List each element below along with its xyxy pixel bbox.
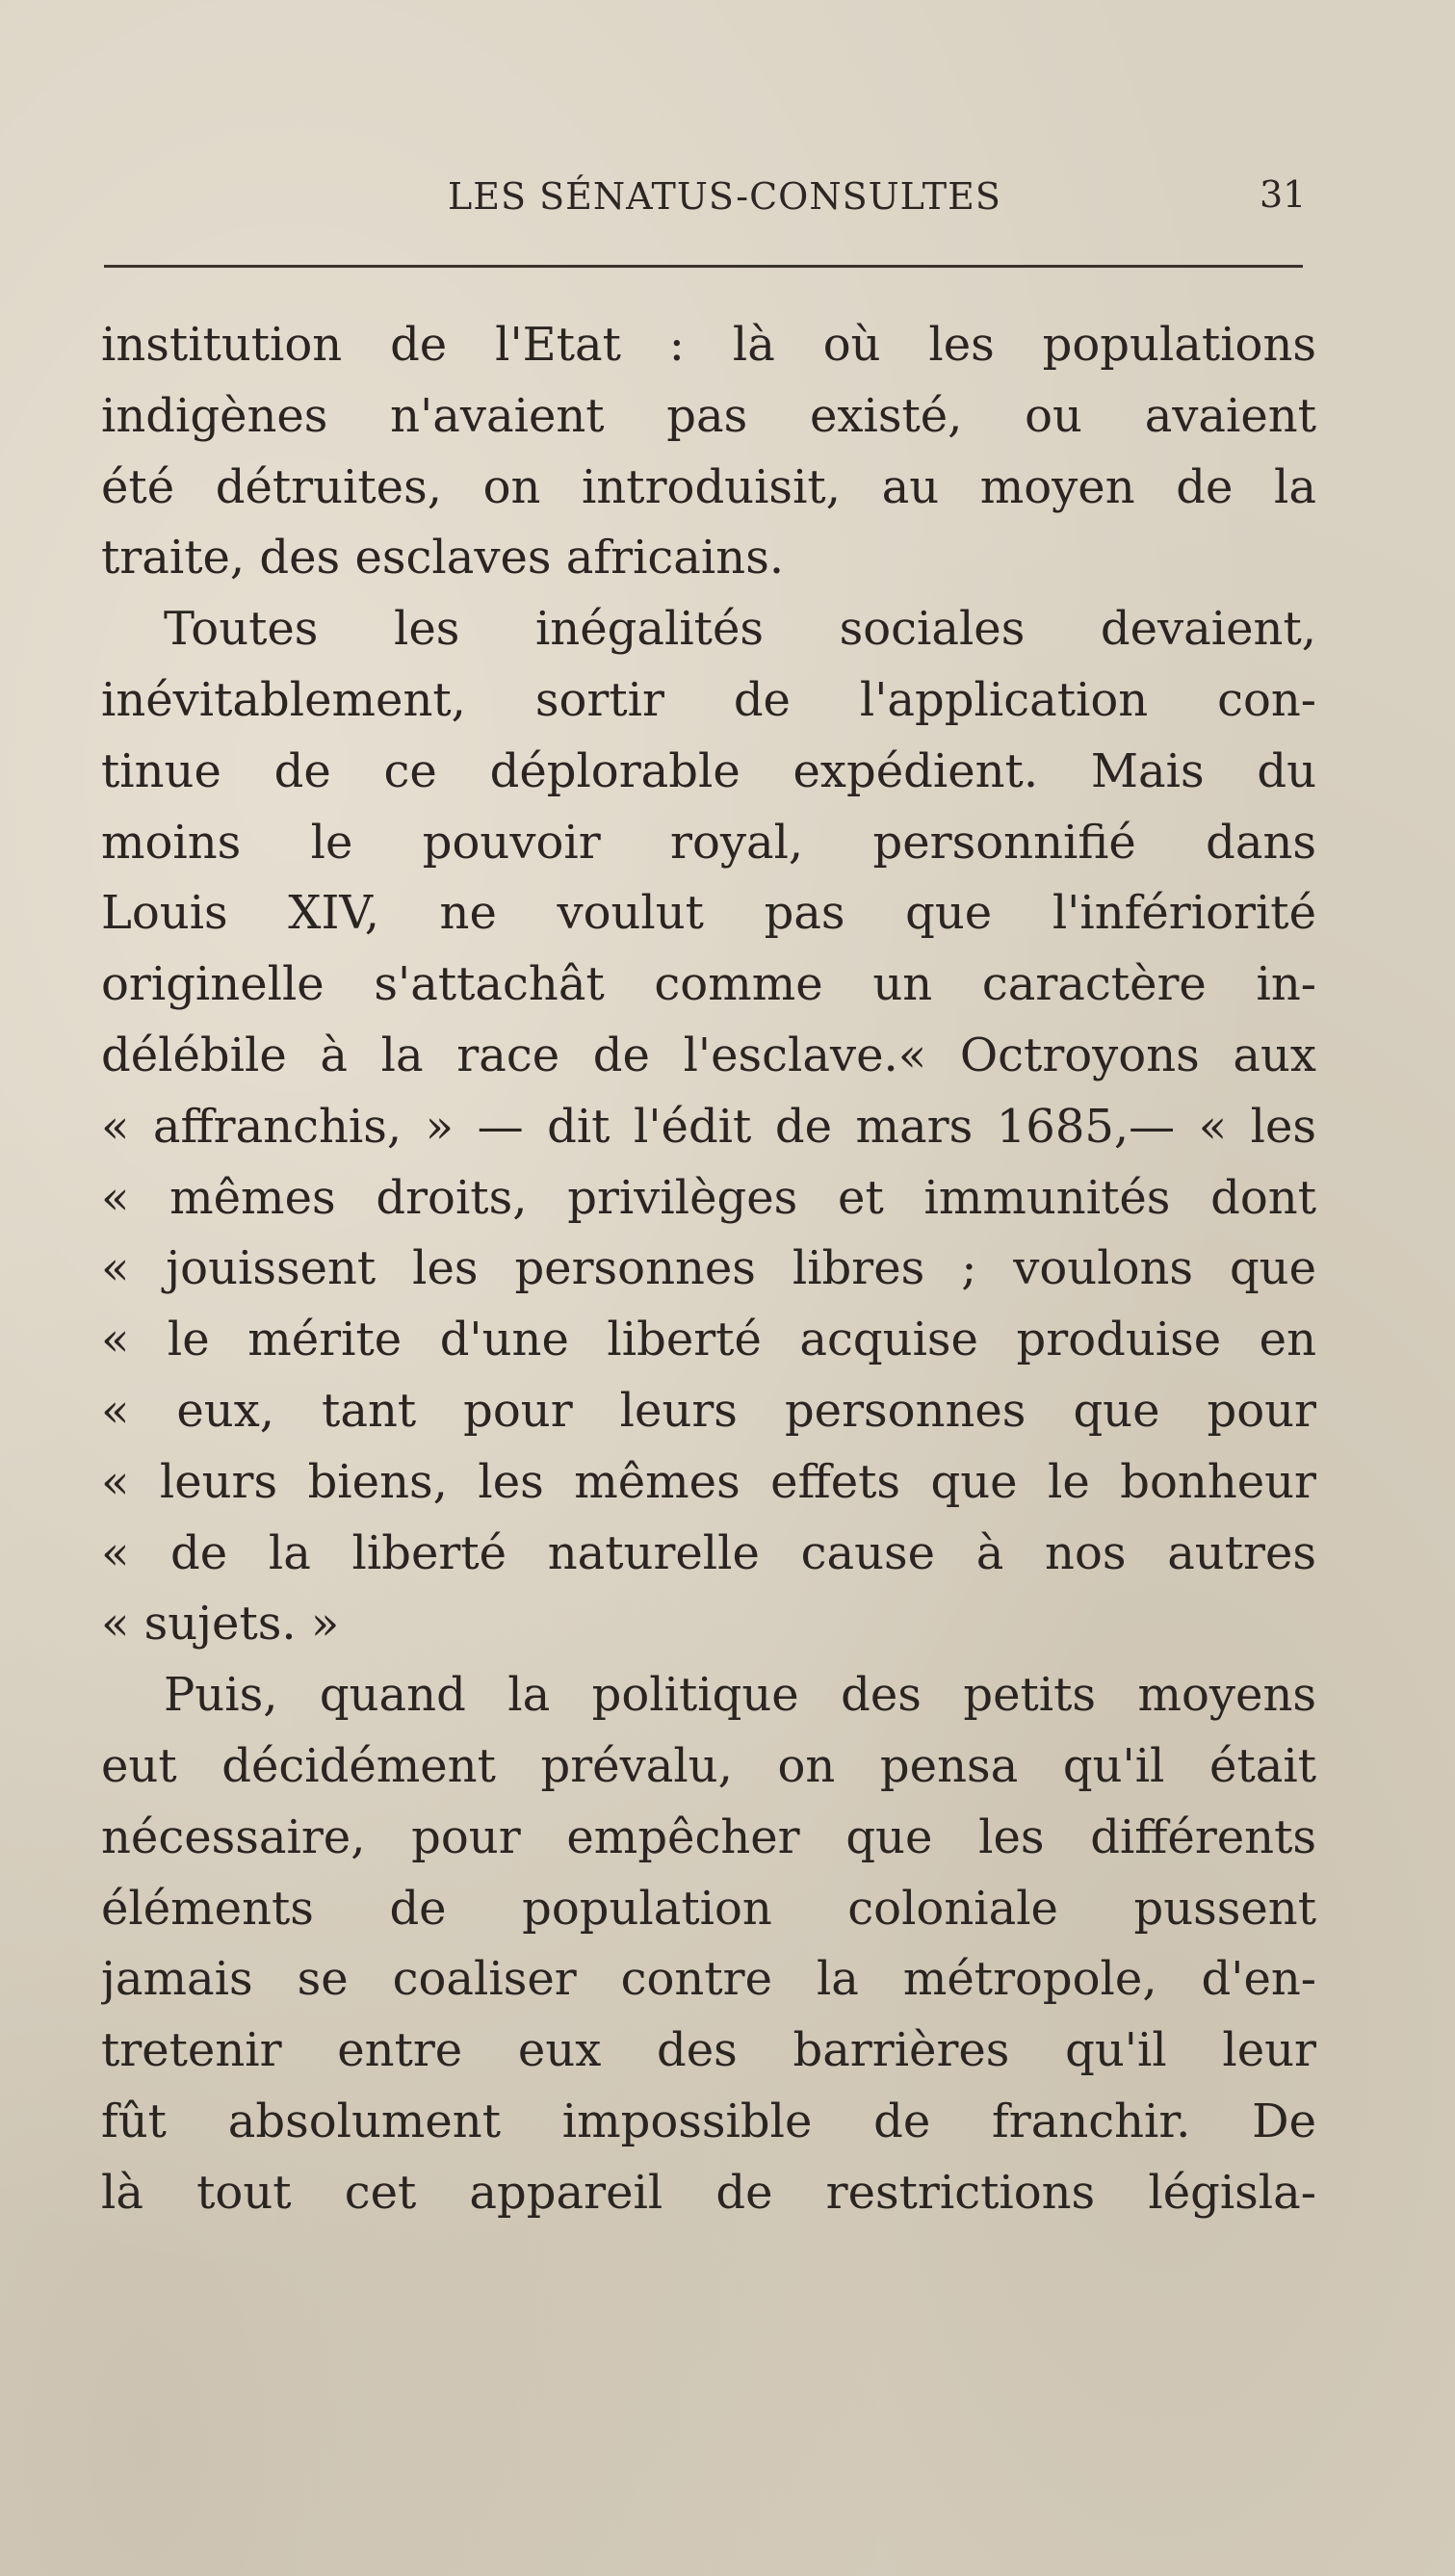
- running-title: LES SÉNATUS-CONSULTES: [448, 175, 1001, 218]
- text-line: indigènes n'avaient pas existé, ou avaient: [101, 388, 1316, 443]
- text-line: « sujets. »: [101, 1597, 340, 1652]
- body-text: [101, 310, 1316, 2229]
- text-line: « le mérite d'une liberté acquise produise en: [101, 1313, 1316, 1367]
- text-line: tretenir entre eux des barrières qu'il leur: [101, 2023, 1316, 2078]
- text-line: « jouissent les personnes libres ; voulons que: [101, 1241, 1316, 1296]
- text-line: délébile à la race de l'esclave.« Octroyons aux: [101, 1028, 1316, 1082]
- text-line: Puis, quand la politique des petits moyens: [164, 1668, 1316, 1723]
- text-line: Toutes les inégalités sociales devaient,: [164, 602, 1316, 657]
- text-line: institution de l'Etat : là où les populations: [101, 318, 1316, 372]
- text-line: « leurs biens, les mêmes effets que le bonheur: [101, 1454, 1316, 1509]
- text-line: nécessaire, pour empêcher que les différents: [101, 1809, 1316, 1864]
- text-line: « eux, tant pour leurs personnes que pour: [101, 1383, 1316, 1438]
- text-line: moins le pouvoir royal, personnifié dans: [101, 815, 1316, 870]
- text-line: éléments de population coloniale pussent: [101, 1881, 1316, 1936]
- text-line: « de la liberté naturelle cause à nos autres: [101, 1525, 1316, 1580]
- text-line: Louis XIV, ne voulut pas que l'infériorité: [101, 886, 1316, 941]
- text-line: tinue de ce déplorable expédient. Mais du: [101, 743, 1316, 798]
- text-line: « mêmes droits, privilèges et immunités dont: [101, 1170, 1316, 1225]
- page-number: 31: [1260, 173, 1307, 216]
- header-rule: [104, 265, 1303, 268]
- text-line: là tout cet appareil de restrictions législa-: [101, 2165, 1316, 2220]
- text-line: originelle s'attachât comme un caractère in-: [101, 957, 1316, 1012]
- text-line: fût absolument impossible de franchir. De: [101, 2094, 1316, 2148]
- text-line: inévitablement, sortir de l'application con-: [101, 672, 1316, 727]
- text-line: traite, des esclaves africains.: [101, 531, 785, 585]
- text-line: jamais se coaliser contre la métropole, d'en-: [101, 1952, 1316, 2007]
- text-line: « affranchis, » — dit l'édit de mars 1685,— « les: [101, 1099, 1316, 1154]
- text-line: eut décidément prévalu, on pensa qu'il était: [101, 1738, 1316, 1793]
- text-line: été détruites, on introduisit, au moyen de la: [101, 459, 1316, 514]
